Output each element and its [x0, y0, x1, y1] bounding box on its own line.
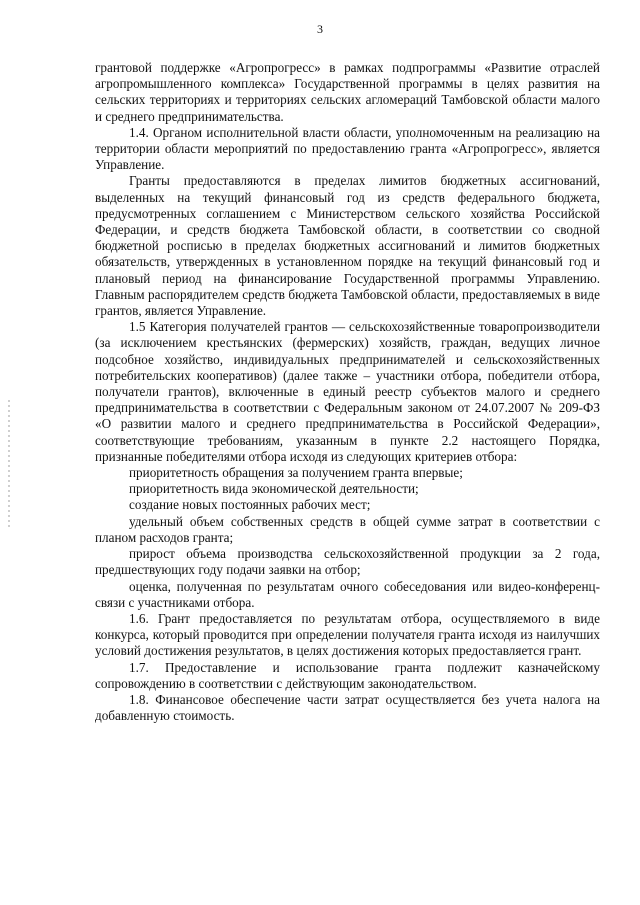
paragraph-1-7: 1.7. Предоставление и использование гранта подлежит казначейскому сопровождению в соответствии с действующим законодательством.	[95, 659, 600, 691]
paragraph-1-6: 1.6. Грант предоставляется по результатам отбора, осуществляемого в виде конкурса, который проводится при определении получателя гранта исходя из наилучших условий достижения результатов, в целях достижения которых предоставляется грант.	[95, 610, 600, 659]
document-body	[95, 60, 600, 724]
criterion-activity-type: приоритетность вида экономической деятельности;	[129, 481, 419, 497]
paragraph-grant-program: грантовой поддержке «Агропрогресс» в рамках подпрограммы «Развитие отраслей агропромышленного комплекса» Государственной программы в целях развития на сельских территориях и территориях сельских агломераций Тамбовской области малого и среднего предпринимательства.	[95, 60, 600, 124]
margin-scan-mark	[8, 400, 10, 530]
paragraph-1-8: 1.8. Финансовое обеспечение части затрат осуществляется без учета налога на добавленную стоимость.	[95, 691, 600, 724]
paragraph-1-4: 1.4. Органом исполнительной власти области, уполномоченным на реализацию на территории области мероприятий по предоставлению гранта «Агропрогресс», является Управление.	[95, 124, 600, 173]
criterion-production-growth: прирост объема производства сельскохозяйственной продукции за 2 года, предшествующих году подачи заявки на отбор;	[95, 546, 600, 578]
paragraph-grant-limits: Гранты предоставляются в пределах лимитов бюджетных ассигнований, выделенных на текущий финансовый год из средств федерального бюджета, предусмотренных соглашением с Министерством сельского хозяйства Российской Федерации, и средств бюджета Тамбовской области, в соответствии со сводной бюджетной росписью в пределах бюджетных ассигнований и лимитов бюджетных обязательств, утвержденных в установленном порядке на текущий финансовый год и плановый период на финансирование Государственной программы Управлению. Главным распорядителем средств бюджета Тамбовской области, предоставляемых в виде грантов, является Управление.	[95, 173, 600, 319]
page-number: 3	[317, 22, 323, 36]
paragraph-1-5: 1.5 Категория получателей грантов — сельскохозяйственные товаропроизводители (за исключением крестьянских (фермерских) хозяйств, граждан, ведущих личное подсобное хозяйство, индивидуальных предпринимателей и сельскохозяйственных потребительских кооперативов) (далее также – участники отбора, победители отбора, получатели грантов), включенные в единый реестр субъектов малого и среднего предпринимательства в соответствии с Федеральным законом от 24.07.2007 № 209-ФЗ «О развитии малого и среднего предпринимательства в Российской Федерации», соответствующие требованиям, указанным в пункте 2.2 настоящего Порядка, признанные победителями отбора исходя из следующих критериев отбора:	[95, 319, 600, 464]
criterion-first-application: приоритетность обращения за получением гранта впервые;	[129, 465, 463, 481]
criterion-own-funds: удельный объем собственных средств в общей сумме затрат в соответствии с планом расходов гранта;	[95, 513, 600, 545]
criterion-interview-score: оценка, полученная по результатам очного собеседования или видео-конференц-связи с участниками отбора.	[95, 578, 600, 610]
criterion-new-jobs: создание новых постоянных рабочих мест;	[129, 497, 371, 513]
